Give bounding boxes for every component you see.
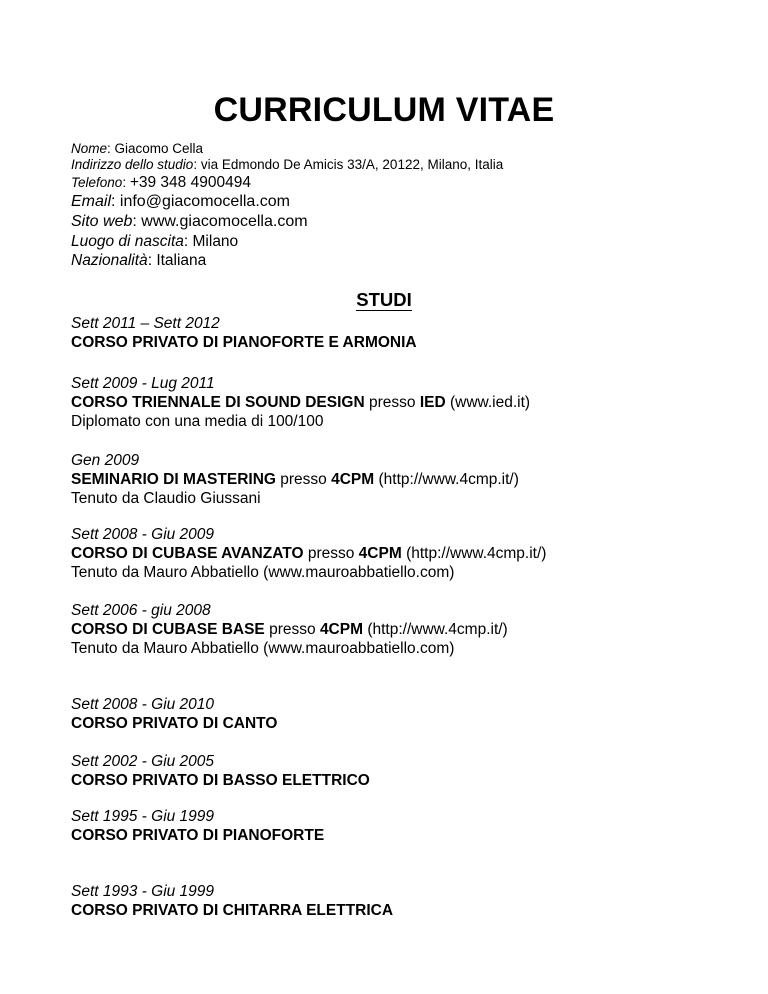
entry-course-line	[71, 771, 370, 790]
entry-course-line	[71, 333, 417, 352]
study-entry	[71, 882, 393, 920]
entry-date: Sett 2011 – Sett 2012	[71, 315, 220, 332]
entry-date: Sett 2008 - Giu 2009	[71, 526, 215, 543]
entry-course-line	[71, 544, 546, 563]
info-label: Telefono	[71, 175, 123, 190]
info-label: Indirizzo dello studio	[71, 157, 194, 172]
entry-url: (http://www.4cmp.it/)	[367, 621, 508, 638]
study-entry	[71, 695, 277, 733]
entry-date: Sett 1995 - Giu 1999	[71, 808, 215, 825]
entry-course-line	[71, 620, 508, 639]
entry-url: (http://www.4cmp.it/)	[406, 545, 547, 562]
personal-info	[71, 141, 503, 270]
study-entry	[71, 451, 519, 508]
info-nazionalita: Nazionalità: Italiana	[71, 252, 207, 269]
info-value: +39 348 4900494	[129, 174, 251, 191]
entry-course: CORSO DI CUBASE BASE	[71, 621, 265, 638]
entry-course: CORSO PRIVATO DI PIANOFORTE E ARMONIA	[71, 334, 417, 351]
entry-note: Tenuto da Mauro Abbatiello (www.mauroabbatiello.com)	[71, 564, 455, 581]
entry-course: CORSO PRIVATO DI PIANOFORTE	[71, 827, 325, 844]
info-sito: Sito web: www.giacomocella.com	[71, 213, 308, 230]
info-nome: Nome: Giacomo Cella	[71, 141, 204, 156]
section-title-studi: STUDI	[356, 289, 412, 310]
study-entry	[71, 374, 530, 431]
entry-presso: presso	[368, 394, 416, 411]
entry-date: Sett 2009 - Lug 2011	[71, 375, 215, 392]
entry-date: Sett 2006 - giu 2008	[71, 602, 211, 619]
study-entry	[71, 601, 508, 658]
info-value: Milano	[192, 233, 239, 250]
entry-course-line	[71, 470, 519, 489]
study-entry	[71, 314, 417, 352]
entry-date: Sett 1993 - Giu 1999	[71, 883, 215, 900]
entry-school: 4CPM	[358, 545, 402, 562]
info-value: Giacomo Cella	[114, 141, 204, 156]
entry-course-line	[71, 901, 393, 920]
info-value: info@giacomocella.com	[119, 193, 290, 210]
info-luogo: Luogo di nascita: Milano	[71, 233, 239, 250]
info-label: Nazionalità	[71, 252, 148, 269]
entry-url: (www.ied.it)	[449, 394, 531, 411]
entry-date: Sett 2008 - Giu 2010	[71, 696, 215, 713]
entry-presso: presso	[280, 471, 327, 488]
study-entry	[71, 525, 546, 582]
entry-date: Sett 2002 - Giu 2005	[71, 753, 215, 770]
entry-school: 4CPM	[319, 621, 364, 638]
info-indirizzo: Indirizzo dello studio: via Edmondo De Amicis 33/A, 20122, Milano, Italia	[71, 157, 504, 172]
info-value: via Edmondo De Amicis 33/A, 20122, Milano, Italia	[200, 157, 504, 172]
info-value: Italiana	[156, 252, 207, 269]
entry-course-line	[71, 826, 324, 845]
entry-school: IED	[419, 394, 446, 411]
entry-presso: presso	[307, 545, 355, 562]
info-email: Email: info@giacomocella.com	[71, 193, 290, 210]
entry-course: CORSO PRIVATO DI CANTO	[71, 715, 278, 732]
entry-note: Tenuto da Mauro Abbatiello (www.mauroabbatiello.com)	[71, 640, 455, 657]
entry-course: CORSO TRIENNALE DI SOUND DESIGN	[71, 394, 365, 411]
info-value: www.giacomocella.com	[141, 213, 308, 230]
study-entry	[71, 752, 370, 790]
entry-presso: presso	[269, 621, 316, 638]
info-label: Nome	[71, 141, 108, 156]
entry-school: 4CPM	[331, 471, 375, 488]
info-label: Luogo di nascita	[71, 233, 184, 250]
entry-note: Diplomato con una media di 100/100	[71, 413, 324, 430]
entry-course-line	[71, 714, 277, 733]
entry-note: Tenuto da Claudio Giussani	[71, 490, 261, 507]
info-label: Email	[71, 193, 112, 210]
entry-course: CORSO DI CUBASE AVANZATO	[71, 545, 304, 562]
info-label: Sito web	[71, 213, 133, 230]
entry-course: CORSO PRIVATO DI CHITARRA ELETTRICA	[71, 902, 394, 919]
entry-date: Gen 2009	[71, 452, 140, 469]
entry-course-line	[71, 393, 530, 412]
entry-url: (http://www.4cmp.it/)	[378, 471, 519, 488]
entry-course: SEMINARIO DI MASTERING	[71, 471, 276, 488]
study-entry	[71, 807, 324, 845]
info-telefono: Telefono: +39 348 4900494	[71, 174, 251, 191]
entry-course: CORSO PRIVATO DI BASSO ELETTRICO	[71, 772, 370, 789]
page-title: CURRICULUM VITAE	[213, 91, 555, 129]
